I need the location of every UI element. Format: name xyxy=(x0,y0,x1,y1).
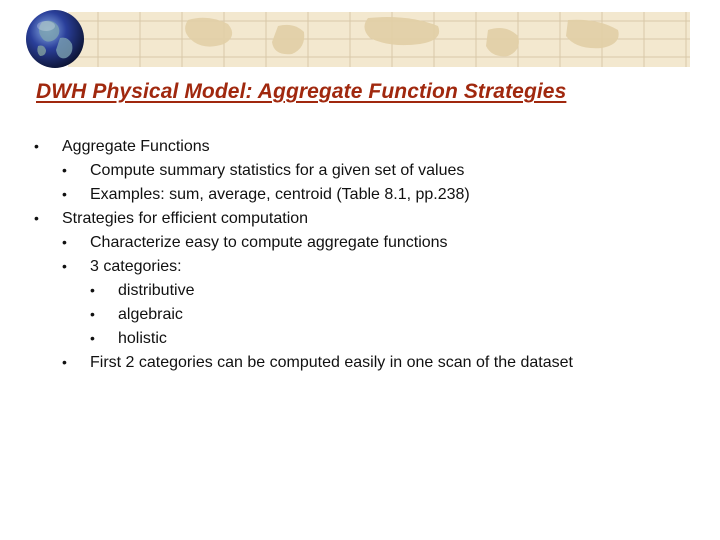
slide-title: DWH Physical Model: Aggregate Function Strategies xyxy=(36,80,567,103)
list-item xyxy=(90,326,167,350)
list-item-text: Strategies for efficient computation xyxy=(62,210,309,227)
bullet-icon: • xyxy=(62,258,67,274)
banner-map-grid xyxy=(68,12,690,67)
list-item-text: Aggregate Functions xyxy=(62,138,210,155)
list-item-text: algebraic xyxy=(118,306,183,323)
list-item xyxy=(90,278,194,302)
list-item xyxy=(62,254,182,278)
bullet-icon: • xyxy=(62,162,67,178)
bullet-icon: • xyxy=(90,330,95,346)
bullet-icon: • xyxy=(34,138,39,154)
list-item-text: Characterize easy to compute aggregate functions xyxy=(90,234,448,251)
bullet-icon: • xyxy=(34,210,39,226)
list-item-text: holistic xyxy=(118,330,167,347)
bullet-icon: • xyxy=(90,282,95,298)
list-item xyxy=(90,302,183,326)
list-item xyxy=(62,182,470,206)
list-item xyxy=(34,206,308,230)
bullet-icon: • xyxy=(62,234,67,250)
header-banner xyxy=(68,12,690,67)
list-item xyxy=(62,158,464,182)
list-item-text: 3 categories: xyxy=(90,258,182,275)
list-item-text: distributive xyxy=(118,282,195,299)
list-item-text: First 2 categories can be computed easily in one scan of the dataset xyxy=(90,354,573,371)
list-item xyxy=(62,350,573,374)
bullet-icon: • xyxy=(62,354,67,370)
list-item-text: Compute summary statistics for a given set of values xyxy=(90,162,465,179)
bullet-icon: • xyxy=(90,306,95,322)
list-item xyxy=(34,134,210,158)
bullet-icon: • xyxy=(62,186,67,202)
list-item-text: Examples: sum, average, centroid (Table 8.1, pp.238) xyxy=(90,186,470,203)
list-item xyxy=(62,230,448,254)
globe-icon xyxy=(24,8,86,70)
